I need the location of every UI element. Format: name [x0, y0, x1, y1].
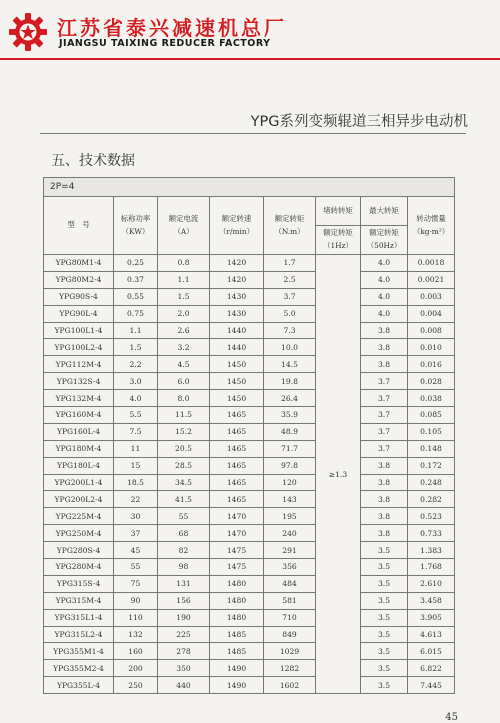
header-stall-torque-sub: 额定转矩 （1Hz）	[316, 226, 361, 255]
cell-current: 3.2	[158, 339, 210, 356]
cell-rated-torque: 1282	[264, 660, 316, 677]
cell-power: 5.5	[114, 407, 158, 424]
table-row	[44, 356, 455, 373]
cell-speed: 1465	[210, 407, 264, 424]
table-row	[44, 643, 455, 660]
cell-max-torque-ratio: 4.0	[361, 288, 408, 305]
cell-max-torque-ratio: 3.7	[361, 373, 408, 390]
cell-model: YPG355M1-4	[44, 643, 114, 660]
cell-inertia: 0.105	[408, 423, 455, 440]
cell-power: 250	[114, 677, 158, 694]
cell-inertia: 0.0021	[408, 271, 455, 288]
cell-max-torque-ratio: 3.5	[361, 660, 408, 677]
cell-max-torque-ratio: 3.5	[361, 559, 408, 576]
cell-inertia: 6.822	[408, 660, 455, 677]
cell-max-torque-ratio: 3.5	[361, 626, 408, 643]
cell-inertia: 1.768	[408, 559, 455, 576]
cell-rated-torque: 291	[264, 542, 316, 559]
cell-speed: 1465	[210, 457, 264, 474]
cell-model: YPG355M2-4	[44, 660, 114, 677]
cell-max-torque-ratio: 3.5	[361, 575, 408, 592]
cell-power: 1.5	[114, 339, 158, 356]
cell-power: 132	[114, 626, 158, 643]
cell-rated-torque: 35.9	[264, 407, 316, 424]
cell-model: YPG100L1-4	[44, 322, 114, 339]
cell-rated-torque: 5.0	[264, 305, 316, 322]
cell-inertia: 0.008	[408, 322, 455, 339]
header-current: 额定电流 （A）	[158, 197, 210, 255]
cell-max-torque-ratio: 3.8	[361, 457, 408, 474]
cell-inertia: 1.383	[408, 542, 455, 559]
cell-speed: 1480	[210, 592, 264, 609]
cell-max-torque-ratio: 3.5	[361, 677, 408, 694]
page-number: 45	[445, 712, 458, 723]
cell-model: YPG355L-4	[44, 677, 114, 694]
cell-inertia: 0.016	[408, 356, 455, 373]
cell-speed: 1430	[210, 305, 264, 322]
cell-inertia: 0.004	[408, 305, 455, 322]
cell-current: 41.5	[158, 491, 210, 508]
cell-power: 0.75	[114, 305, 158, 322]
table-row	[44, 271, 455, 288]
cell-current: 278	[158, 643, 210, 660]
cell-rated-torque: 143	[264, 491, 316, 508]
cell-max-torque-ratio: 4.0	[361, 271, 408, 288]
cell-inertia: 0.010	[408, 339, 455, 356]
table-row	[44, 457, 455, 474]
cell-speed: 1465	[210, 440, 264, 457]
header-stall-torque: 堵转转矩	[316, 197, 361, 226]
cell-current: 11.5	[158, 407, 210, 424]
cell-model: YPG200L1-4	[44, 474, 114, 491]
cell-max-torque-ratio: 3.5	[361, 643, 408, 660]
header-speed: 额定转速 （r/min）	[210, 197, 264, 255]
table-row	[44, 474, 455, 491]
cell-speed: 1420	[210, 271, 264, 288]
cell-current: 2.0	[158, 305, 210, 322]
table-row	[44, 542, 455, 559]
cell-power: 30	[114, 508, 158, 525]
cell-model: YPG112M-4	[44, 356, 114, 373]
header-inertia: 转动惯量 （kg·m²）	[408, 197, 455, 255]
cell-power: 11	[114, 440, 158, 457]
cell-speed: 1450	[210, 390, 264, 407]
cell-power: 37	[114, 525, 158, 542]
cell-rated-torque: 2.5	[264, 271, 316, 288]
cell-max-torque-ratio: 3.5	[361, 609, 408, 626]
cell-power: 75	[114, 575, 158, 592]
cell-rated-torque: 120	[264, 474, 316, 491]
table-row	[44, 407, 455, 424]
cell-speed: 1475	[210, 559, 264, 576]
cell-rated-torque: 240	[264, 525, 316, 542]
technical-data-table	[43, 177, 455, 694]
cell-rated-torque: 581	[264, 592, 316, 609]
cell-current: 28.5	[158, 457, 210, 474]
cell-inertia: 0.038	[408, 390, 455, 407]
cell-speed: 1480	[210, 575, 264, 592]
cell-max-torque-ratio: 3.8	[361, 491, 408, 508]
cell-rated-torque: 71.7	[264, 440, 316, 457]
cell-speed: 1450	[210, 373, 264, 390]
cell-rated-torque: 849	[264, 626, 316, 643]
cell-rated-torque: 3.7	[264, 288, 316, 305]
cell-power: 45	[114, 542, 158, 559]
cell-model: YPG315L2-4	[44, 626, 114, 643]
cell-speed: 1470	[210, 525, 264, 542]
cell-inertia: 0.733	[408, 525, 455, 542]
cell-current: 82	[158, 542, 210, 559]
cell-inertia: 0.248	[408, 474, 455, 491]
cell-model: YPG100L2-4	[44, 339, 114, 356]
cell-inertia: 0.003	[408, 288, 455, 305]
cell-inertia: 6.015	[408, 643, 455, 660]
cell-rated-torque: 19.8	[264, 373, 316, 390]
cell-current: 1.5	[158, 288, 210, 305]
cell-speed: 1420	[210, 255, 264, 272]
cell-inertia: 0.282	[408, 491, 455, 508]
cell-max-torque-ratio: 3.7	[361, 390, 408, 407]
cell-model: YPG280S-4	[44, 542, 114, 559]
cell-power: 1.1	[114, 322, 158, 339]
table-body	[44, 255, 455, 694]
cell-max-torque-ratio: 3.7	[361, 407, 408, 424]
cell-model: YPG180M-4	[44, 440, 114, 457]
cell-max-torque-ratio: 3.8	[361, 508, 408, 525]
cell-speed: 1450	[210, 356, 264, 373]
cell-current: 2.6	[158, 322, 210, 339]
cell-rated-torque: 195	[264, 508, 316, 525]
cell-current: 1.1	[158, 271, 210, 288]
document-title: YPG系列变频辊道三相异步电动机	[250, 114, 468, 130]
cell-current: 15.2	[158, 423, 210, 440]
cell-current: 131	[158, 575, 210, 592]
cell-current: 68	[158, 525, 210, 542]
cell-current: 0.8	[158, 255, 210, 272]
cell-power: 18.5	[114, 474, 158, 491]
section-heading: 五、技术数据	[51, 153, 135, 169]
cell-max-torque-ratio: 3.8	[361, 339, 408, 356]
header-power: 标称功率 （KW）	[114, 197, 158, 255]
cell-model: YPG160M-4	[44, 407, 114, 424]
cell-power: 200	[114, 660, 158, 677]
cell-current: 20.5	[158, 440, 210, 457]
table-row	[44, 575, 455, 592]
pole-count-label: 2P=4	[44, 178, 455, 197]
cell-inertia: 3.458	[408, 592, 455, 609]
cell-speed: 1490	[210, 677, 264, 694]
table-row	[44, 592, 455, 609]
cell-model: YPG225M-4	[44, 508, 114, 525]
cell-rated-torque: 7.3	[264, 322, 316, 339]
cell-power: 15	[114, 457, 158, 474]
table-row	[44, 626, 455, 643]
cell-inertia: 0.523	[408, 508, 455, 525]
cell-rated-torque: 26.4	[264, 390, 316, 407]
table-row	[44, 305, 455, 322]
cell-power: 3.0	[114, 373, 158, 390]
cell-inertia: 0.028	[408, 373, 455, 390]
cell-current: 440	[158, 677, 210, 694]
cell-speed: 1470	[210, 508, 264, 525]
cell-rated-torque: 1.7	[264, 255, 316, 272]
cell-rated-torque: 1029	[264, 643, 316, 660]
cell-max-torque-ratio: 3.8	[361, 356, 408, 373]
table-row	[44, 660, 455, 677]
cell-model: YPG80M2-4	[44, 271, 114, 288]
header-model: 型 号	[44, 197, 114, 255]
cell-inertia: 0.148	[408, 440, 455, 457]
gear-logo-icon	[8, 12, 48, 52]
table-row	[44, 508, 455, 525]
cell-max-torque-ratio: 3.7	[361, 440, 408, 457]
cell-rated-torque: 1602	[264, 677, 316, 694]
cell-current: 190	[158, 609, 210, 626]
cell-power: 110	[114, 609, 158, 626]
cell-speed: 1475	[210, 542, 264, 559]
cell-power: 160	[114, 643, 158, 660]
cell-speed: 1465	[210, 423, 264, 440]
cell-inertia: 7.445	[408, 677, 455, 694]
cell-power: 55	[114, 559, 158, 576]
cell-model: YPG315M-4	[44, 592, 114, 609]
cell-max-torque-ratio: 3.8	[361, 474, 408, 491]
cell-model: YPG132S-4	[44, 373, 114, 390]
header-rated-torque: 额定转矩 （N.m）	[264, 197, 316, 255]
cell-rated-torque: 14.5	[264, 356, 316, 373]
header-divider	[0, 58, 500, 60]
cell-model: YPG90L-4	[44, 305, 114, 322]
cell-model: YPG250M-4	[44, 525, 114, 542]
cell-current: 55	[158, 508, 210, 525]
cell-model: YPG200L2-4	[44, 491, 114, 508]
cell-stall-torque-ratio: ≥1.3	[316, 255, 361, 694]
cell-speed: 1480	[210, 609, 264, 626]
table-row	[44, 390, 455, 407]
cell-current: 8.0	[158, 390, 210, 407]
cell-power: 4.0	[114, 390, 158, 407]
table-row	[44, 288, 455, 305]
cell-speed: 1465	[210, 474, 264, 491]
table-row	[44, 559, 455, 576]
cell-model: YPG80M1-4	[44, 255, 114, 272]
table-row	[44, 339, 455, 356]
cell-max-torque-ratio: 4.0	[361, 305, 408, 322]
cell-model: YPG90S-4	[44, 288, 114, 305]
cell-speed: 1440	[210, 339, 264, 356]
cell-rated-torque: 97.8	[264, 457, 316, 474]
company-name-en: JIANGSU TAIXING REDUCER FACTORY	[59, 38, 271, 49]
cell-inertia: 4.613	[408, 626, 455, 643]
cell-max-torque-ratio: 4.0	[361, 255, 408, 272]
cell-current: 350	[158, 660, 210, 677]
cell-power: 0.55	[114, 288, 158, 305]
header-max-torque-sub: 额定转矩 （50Hz）	[361, 226, 408, 255]
cell-model: YPG132M-4	[44, 390, 114, 407]
cell-power: 0.25	[114, 255, 158, 272]
table-row	[44, 322, 455, 339]
cell-model: YPG160L-4	[44, 423, 114, 440]
cell-speed: 1465	[210, 491, 264, 508]
table-row	[44, 525, 455, 542]
cell-current: 34.5	[158, 474, 210, 491]
cell-rated-torque: 356	[264, 559, 316, 576]
cell-inertia: 3.905	[408, 609, 455, 626]
cell-max-torque-ratio: 3.8	[361, 322, 408, 339]
cell-model: YPG315L1-4	[44, 609, 114, 626]
cell-current: 156	[158, 592, 210, 609]
cell-speed: 1440	[210, 322, 264, 339]
cell-inertia: 0.172	[408, 457, 455, 474]
cell-model: YPG315S-4	[44, 575, 114, 592]
cell-current: 225	[158, 626, 210, 643]
cell-max-torque-ratio: 3.5	[361, 542, 408, 559]
cell-max-torque-ratio: 3.7	[361, 423, 408, 440]
cell-power: 0.37	[114, 271, 158, 288]
cell-speed: 1490	[210, 660, 264, 677]
cell-rated-torque: 484	[264, 575, 316, 592]
cell-rated-torque: 710	[264, 609, 316, 626]
table-row	[44, 423, 455, 440]
cell-max-torque-ratio: 3.8	[361, 525, 408, 542]
cell-power: 2.2	[114, 356, 158, 373]
cell-inertia: 0.0018	[408, 255, 455, 272]
cell-power: 7.5	[114, 423, 158, 440]
title-divider	[40, 133, 466, 134]
table-row	[44, 609, 455, 626]
table-row	[44, 255, 455, 272]
cell-power: 22	[114, 491, 158, 508]
cell-current: 4.5	[158, 356, 210, 373]
cell-speed: 1485	[210, 626, 264, 643]
cell-model: YPG180L-4	[44, 457, 114, 474]
cell-speed: 1430	[210, 288, 264, 305]
table-row	[44, 491, 455, 508]
table-row	[44, 440, 455, 457]
cell-rated-torque: 10.0	[264, 339, 316, 356]
cell-inertia: 0.085	[408, 407, 455, 424]
cell-current: 98	[158, 559, 210, 576]
cell-model: YPG280M-4	[44, 559, 114, 576]
cell-rated-torque: 48.9	[264, 423, 316, 440]
cell-power: 90	[114, 592, 158, 609]
cell-inertia: 2.610	[408, 575, 455, 592]
table-row	[44, 373, 455, 390]
cell-speed: 1485	[210, 643, 264, 660]
company-name-cn: 江苏省泰兴减速机总厂	[57, 16, 287, 40]
table-row	[44, 677, 455, 694]
cell-current: 6.0	[158, 373, 210, 390]
cell-max-torque-ratio: 3.5	[361, 592, 408, 609]
header-max-torque: 最大转矩	[361, 197, 408, 226]
